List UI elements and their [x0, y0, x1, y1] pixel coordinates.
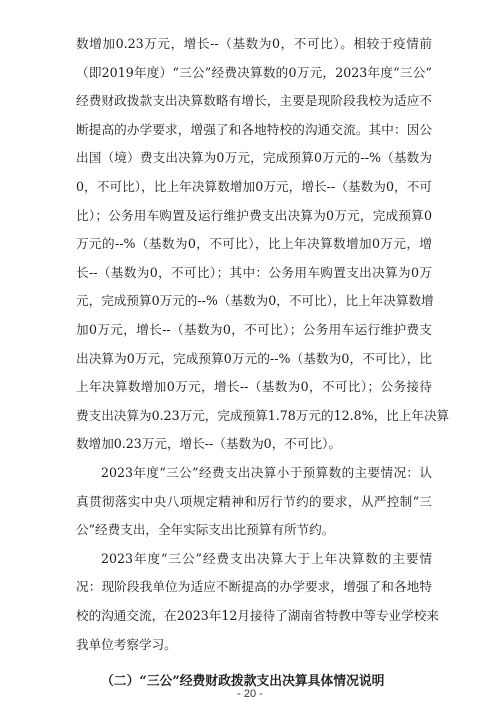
text-line: 出国（境）费支出决算为0万元，完成预算0万元的--%（基数为: [76, 150, 432, 166]
text-line: 断提高的办学要求，增强了和各地特校的沟通交流。其中：因公: [76, 121, 432, 137]
text-line: 况：现阶段我单位为适应不断提高的办学要求，增强了和各地特: [76, 579, 432, 595]
text-line: 加0万元，增长--（基数为0，不可比）；公务用车运行维护费支: [76, 322, 432, 337]
text-line: 2023年度“三公”经费支出决算大于上年决算数的主要情: [101, 550, 432, 566]
text-line: 真贯彻落实中央八项规定精神和厉行节约的要求，从严控制“三: [76, 493, 432, 509]
text-line: 费支出决算为0.23万元，完成预算1.78万元的12.8%，比上年决算: [76, 407, 450, 423]
text-line: 2023年度“三公”经费支出决算小于预算数的主要情况：认: [101, 465, 432, 480]
text-line: 我单位考察学习。: [76, 636, 177, 652]
page-number: - 20 -: [237, 688, 263, 700]
text-line: 元，完成预算0万元的--%（基数为0，不可比），比上年决算数增: [76, 293, 434, 309]
text-line: 上年决算数增加0万元，增长--（基数为0，不可比）；公务接待: [76, 379, 432, 395]
text-line: 出决算为0万元，完成预算0万元的--%（基数为0，不可比），比: [76, 350, 432, 366]
text-line: 0，不可比），比上年决算数增加0万元，增长--（基数为0，不可: [76, 179, 432, 194]
text-line: （即2019年度）“三公”经费决算数的0万元，2023年度“三公”: [76, 64, 432, 80]
text-line: 数增加0.23万元，增长--（基数为0，不可比）。相较于疫情前: [76, 36, 432, 51]
text-line: 比）；公务用车购置及运行维护费支出决算为0万元，完成预算0: [76, 207, 432, 223]
text-line: 长--（基数为0，不可比）；其中：公务用车购置支出决算为0万: [76, 264, 432, 280]
text-line: 经费财政拨款支出决算数略有增长，主要是现阶段我校为适应不: [76, 93, 432, 109]
text-line: 校的沟通交流，在2023年12月接待了湖南省特教中等专业学校来: [76, 608, 439, 623]
section-heading: （二）“三公”经费财政拨款支出决算具体情况说明: [101, 674, 385, 690]
text-line: 公”经费支出，全年实际支出比预算有所节约。: [76, 522, 335, 538]
text-line: 数增加0.23万元，增长--（基数为0，不可比）。: [76, 436, 341, 452]
text-line: 万元的--%（基数为0，不可比），比上年决算数增加0万元，增: [76, 236, 432, 252]
